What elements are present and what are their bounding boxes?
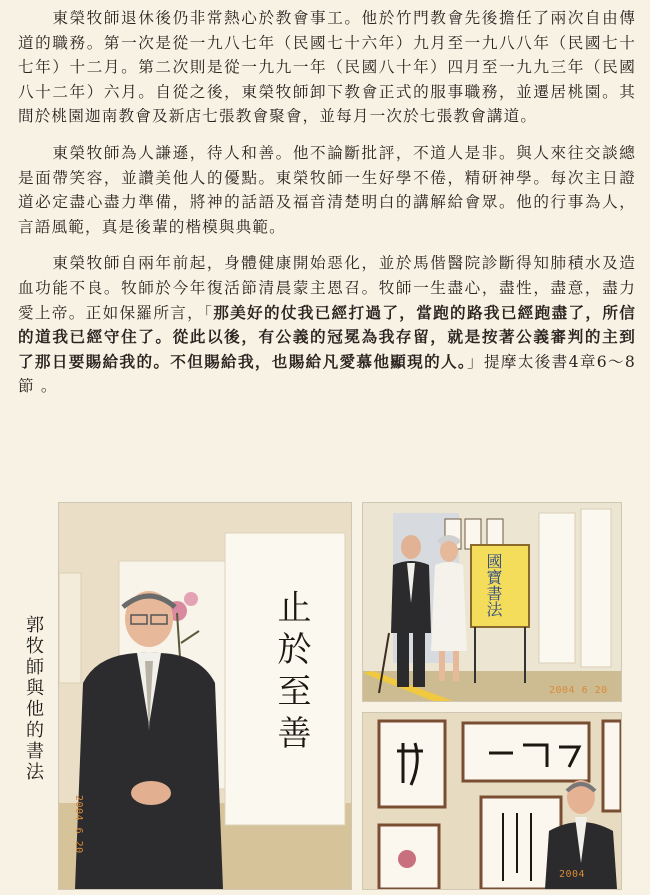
article-text [18, 6, 636, 411]
paragraph-3-intro: 東榮牧師自兩年前起，身體健康開始惡化，並於馬偕醫院診斷得知肺積水及造血功能不良。牧師於今年復活節清晨蒙主恩召。牧師一生盡心，盡性，盡意，盡力愛上帝。正如保羅所言，「 [18, 254, 636, 322]
paragraph-1: 東榮牧師退休後仍非常熱心於教會事工。他於竹門教會先後擔任了兩次自由傳道的職務。第一次是從一九八七年（民國七十六年）九月至一九八八年（民國七十七年）十二月。第二次則是從一九九一年（民國八十年）四月至一九九三年（民國八十二年）六月。自從之後，東榮牧師卸下教會正式的服事職務，並遷居桃園。其間於桃園迦南教會及新店七張教會聚會，並每月一次於七張教會講道。 [18, 9, 636, 126]
photo-pastor-calligraphy [58, 502, 352, 890]
photo-framed-calligraphy [362, 712, 622, 890]
scroll-calligraphy: 止於至善 [271, 589, 311, 757]
paragraph-2: 東榮牧師為人謙遜，待人和善。他不論斷批評，不道人是非。與人來往交談總是面帶笑容，並讚美他人的優點。東榮牧師一生好學不倦，精研神學。每次主日證道必定盡心盡力準備，將神的話語及福音清楚明白的講解給會眾。他的行事為人，言語風範，真是後輩的楷模與典範。 [18, 143, 636, 236]
photo-bottom-right-date: 2004 [559, 869, 586, 880]
photo-bottom-right-scene [363, 713, 621, 889]
scripture-reference: 」提摩太後書4章6～8節 。 [18, 352, 636, 396]
photo-caption: 郭牧師與他的書法 [23, 615, 44, 783]
photo-top-right-date: 2004 6 20 [549, 685, 608, 696]
paragraph-3 [18, 251, 636, 399]
photo-left-date: 2004 6 20 [73, 795, 84, 854]
scripture-quote: 那美好的仗我已經打過了，當跑的路我已經跑盡了，所信的道我已經守住了。從此以後，有公義的冠冕為我存留，就是按著公義審判的主到了那日要賜給我的。不但賜給我，也賜給凡愛慕他顯現的人。 [18, 302, 636, 371]
photo-couple-exhibit [362, 502, 622, 702]
placard-text: 國寶書法 [484, 553, 503, 617]
